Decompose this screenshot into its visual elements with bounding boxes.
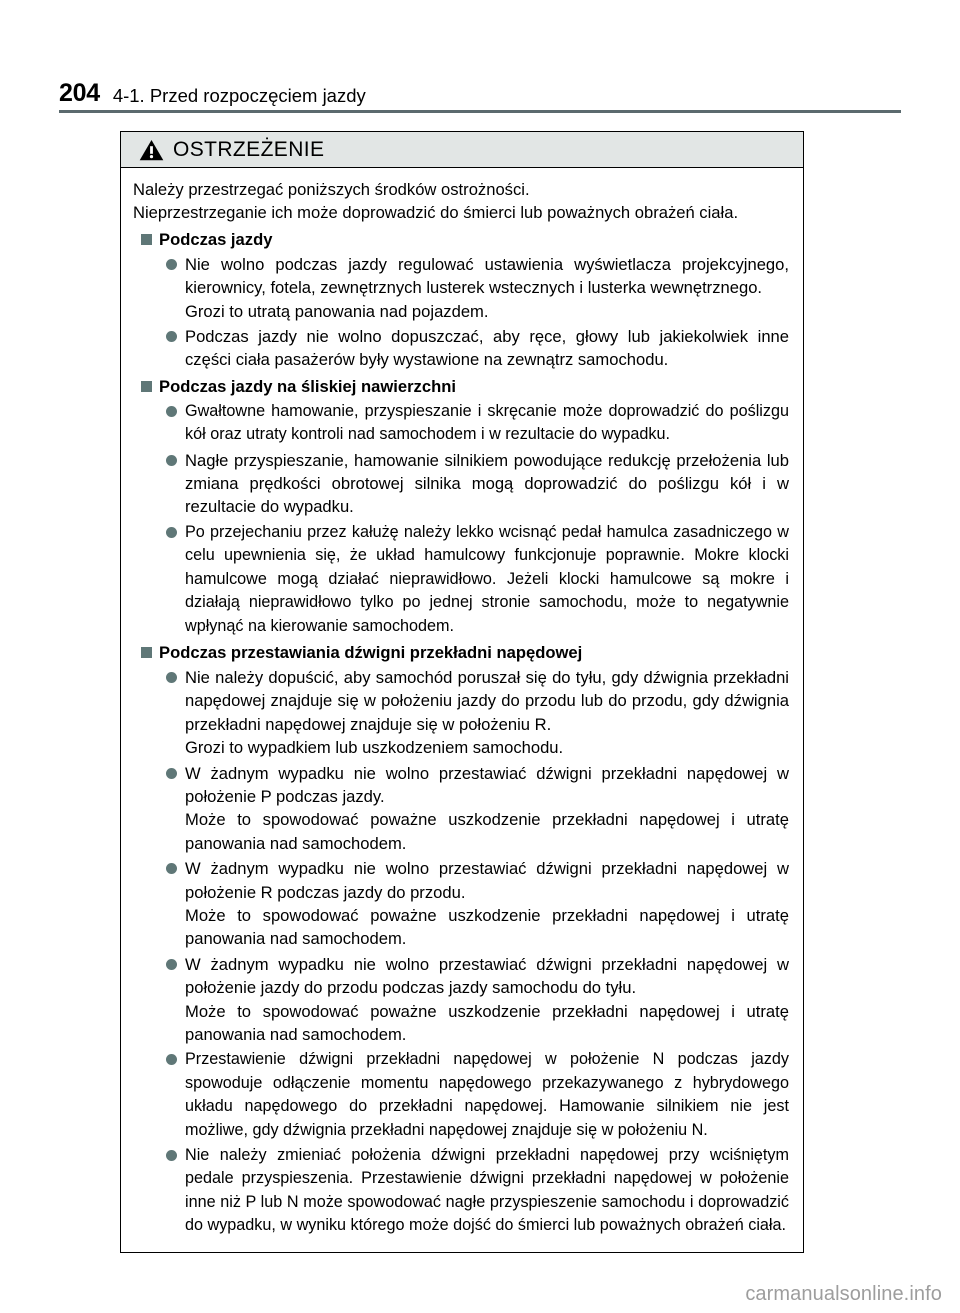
paragraph: W żadnym wypadku nie wolno przestawiać dźwigni przekładni napędowej w położenie jazdy do przodu podczas jazdy samochodu do tyłu.: [185, 954, 794, 998]
watermark: carmanualsonline.info: [745, 1283, 942, 1305]
list-item-body: [185, 400, 794, 447]
section-heading: [133, 228, 789, 251]
paragraph: Podczas jazdy nie wolno dopuszczać, aby ręce, głowy lub jakiekolwiek inne części ciała pasażerów były wystawione na zewnątrz samochodu.: [185, 327, 794, 370]
dot-bullet-icon: [166, 768, 177, 779]
list-item-body: [185, 253, 794, 323]
intro-line-1: Należy przestrzegać poniższych środków ostrożności.: [133, 180, 530, 199]
dot-bullet-icon: [166, 1150, 177, 1161]
paragraph: Grozi to utratą panowania nad pojazdem.: [185, 301, 489, 321]
list-item: [133, 253, 794, 323]
list-item: [133, 953, 794, 1047]
paragraph: Nie należy zmieniać położenia dźwigni przekładni napędowej przy wciśniętym pedale przyspieszenia. Przestawienie dźwigni przekładni napędowej w położenie inne niż P lub N może spowodować nagłe przyspieszenie samochodu i doprowadzić do wypadku, w wyniku którego może dojść do śmierci lub poważnych obrażeń ciała.: [185, 1146, 794, 1235]
warning-box: [120, 131, 804, 1253]
intro-line-2: Nieprzestrzeganie ich może doprowadzić do śmierci lub poważnych obrażeń ciała.: [133, 203, 739, 223]
list-item: [133, 521, 794, 638]
paragraph: Może to spowodować poważne uszkodzenie przekładni napędowej i utratę panowania nad samochodem.: [185, 810, 794, 853]
paragraph: Może to spowodować poważne uszkodzenie przekładni napędowej i utratę panowania nad samochodem.: [185, 1001, 794, 1044]
paragraph: Może to spowodować poważne uszkodzenie przekładni napędowej i utratę panowania nad samochodem.: [185, 905, 794, 949]
square-bullet-icon: [141, 381, 152, 392]
section-heading-label: Podczas jazdy: [159, 229, 273, 249]
list-item-body: [185, 1144, 794, 1238]
warning-box-body: [121, 168, 803, 1252]
list-item-body: [185, 449, 794, 519]
section-heading-label: Podczas jazdy na śliskiej nawierzchni: [159, 376, 456, 396]
dot-bullet-icon: [166, 959, 177, 970]
list-item: [133, 325, 794, 372]
dot-bullet-icon: [166, 672, 177, 683]
list-item-body: [185, 1048, 794, 1142]
list-item: [133, 1048, 794, 1142]
paragraph: Nie należy dopuścić, aby samochód poruszał się do tyłu, gdy dźwignia przekładni napędowej znajduje się w położeniu jazdy do przodu lub do przodu, gdy dźwignia przekładni napędowej znajduje się w położeniu R.: [185, 667, 794, 734]
section-title: 4-1. Przed rozpoczęciem jazdy: [112, 84, 366, 106]
dot-bullet-icon: [166, 455, 177, 466]
list-item-body: [185, 521, 794, 638]
paragraph: Po przejechaniu przez kałużę należy lekko wcisnąć pedał hamulca zasadniczego w celu upewnienia się, że układ hamulcowy funkcjonuje poprawnie. Mokre klocki hamulcowe mogą działać nieprawidłowo. Jeżeli klocki hamulcowe są mokre i działają nieprawidłowo tylko po jednej stronie samochodu, może to negatywnie wpłynąć na kierowanie samochodem.: [185, 522, 794, 635]
paragraph: Przestawienie dźwigni przekładni napędowej w położenie N podczas jazdy spowoduje odłączenie momentu napędowego przekazywanego z hybrydowego układu napędowego do przekładni napędowej. Hamowanie silnikiem nie jest możliwe, gdy dźwignia przekładni napędowej znajduje się w położeniu N.: [185, 1050, 794, 1139]
dot-bullet-icon: [166, 259, 177, 270]
paragraph: Grozi to wypadkiem lub uszkodzeniem samochodu.: [185, 738, 564, 758]
list-item-body: [185, 953, 794, 1047]
paragraph: Nagłe przyspieszanie, hamowanie silnikiem powodujące redukcję przełożenia lub zmiana prędkości obrotowej silnika mogą doprowadzić do poślizgu kół i w rezultacie do wypadku.: [185, 450, 794, 517]
list-item: [133, 857, 794, 951]
dot-bullet-icon: [166, 527, 177, 538]
list-item-body: [185, 857, 794, 951]
paragraph: Nie wolno podczas jazdy regulować ustawienia wyświetlacza projekcyjnego, kierownicy, fotela, zewnętrznych lusterek wstecznych i lusterka wewnętrznego.: [185, 254, 794, 298]
list-item: [133, 666, 794, 760]
list-item: [133, 762, 794, 856]
dot-bullet-icon: [166, 406, 177, 417]
dot-bullet-icon: [166, 331, 177, 342]
header-divider: [59, 110, 901, 113]
section-heading: [133, 375, 789, 398]
list-item: [133, 449, 794, 519]
list-item: [133, 400, 794, 447]
section-heading-label: Podczas przestawiania dźwigni przekładni napędowej: [159, 642, 583, 662]
page-header: [0, 72, 960, 106]
paragraph: Gwałtowne hamowanie, przyspieszanie i skręcanie może doprowadzić do poślizgu kół oraz utraty kontroli nad samochodem i w rezultacie do wypadku.: [185, 401, 794, 444]
list-item-body: [185, 666, 794, 760]
section-heading: [133, 641, 789, 664]
list-item-body: [185, 762, 794, 856]
list-item: [133, 1144, 794, 1238]
warning-box-header: [121, 132, 803, 168]
dot-bullet-icon: [166, 863, 177, 874]
warning-box-title: OSTRZEŻENIE: [173, 138, 325, 161]
list-item-body: [185, 325, 794, 372]
page-number: 204: [59, 79, 100, 107]
paragraph: W żadnym wypadku nie wolno przestawiać dźwigni przekładni napędowej w położenie P podczas jazdy.: [185, 763, 794, 806]
dot-bullet-icon: [166, 1054, 177, 1065]
square-bullet-icon: [141, 647, 152, 658]
square-bullet-icon: [141, 234, 152, 245]
warning-triangle-icon: [139, 139, 164, 161]
paragraph: W żadnym wypadku nie wolno przestawiać dźwigni przekładni napędowej w położenie R podczas jazdy do przodu.: [185, 859, 794, 902]
